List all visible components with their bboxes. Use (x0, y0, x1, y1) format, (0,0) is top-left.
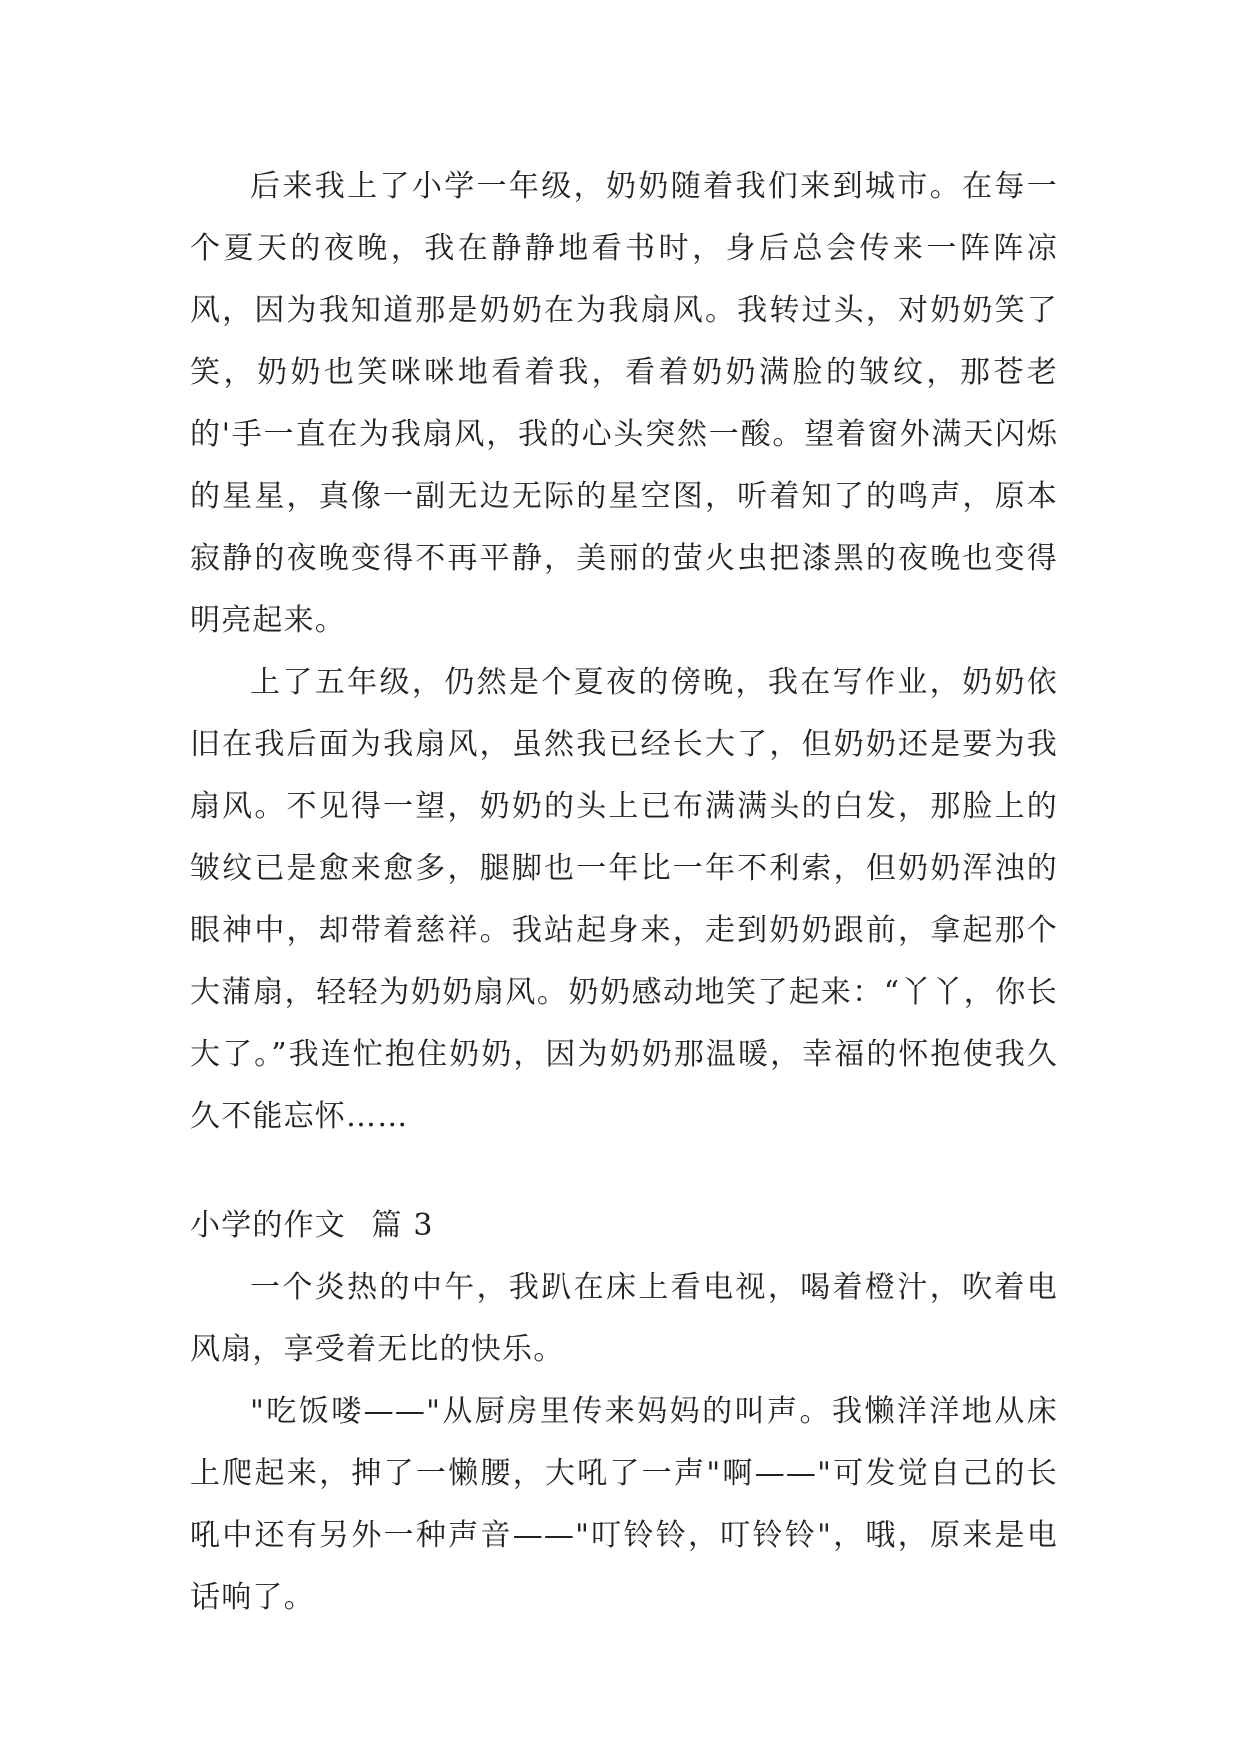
section-heading (190, 1195, 1058, 1257)
section-title-text: 小学的作文 (190, 1208, 346, 1243)
paragraph-fifth-grade: 上了五年级，仍然是个夏夜的傍晚，我在写作业，奶奶依旧在我后面为我扇风，虽然我已经长大了，但奶奶还是要为我扇风。不见得一望，奶奶的头上已布满满头的白发，那脸上的皱纹已是愈来愈多，腿脚也一年比一年不利索，但奶奶浑浊的眼神中，却带着慈祥。我站起身来，走到奶奶跟前，拿起那个大蒲扇，轻轻为奶奶扇风。奶奶感动地笑了起来：“丫丫，你长大了。”我连忙抱住奶奶，因为奶奶那温暖，幸福的怀抱使我久久不能忘怀…… (190, 665, 1058, 1134)
document-body (190, 156, 1058, 1629)
paragraph-hot-noon: 一个炎热的中午，我趴在床上看电视，喝着橙汁，吹着电风扇，享受着无比的快乐。 (190, 1270, 1058, 1367)
section-label: 篇 3 (371, 1208, 434, 1243)
paragraph-grandma-summer-night: 后来我上了小学一年级，奶奶随着我们来到城市。在每一个夏天的夜晚，我在静静地看书时，身后总会传来一阵阵凉风，因为我知道那是奶奶在为我扇风。我转过头，对奶奶笑了笑，奶奶也笑咪咪地看着我，看着奶奶满脸的皱纹，那苍老的'手一直在为我扇风，我的心头突然一酸。望着窗外满天闪烁的星星，真像一副无边无际的星空图，听着知了的鸣声，原本寂静的夜晚变得不再平静，美丽的萤火虫把漆黑的夜晚也变得明亮起来。 (190, 169, 1058, 638)
paragraph-dinner-call: "吃饭喽——"从厨房里传来妈妈的叫声。我懒洋洋地从床上爬起来，抻了一懒腰，大吼了一声"啊——"可发觉自己的长吼中还有另外一种声音——"叮铃铃，叮铃铃"，哦，原来是电话响了。 (190, 1394, 1058, 1615)
